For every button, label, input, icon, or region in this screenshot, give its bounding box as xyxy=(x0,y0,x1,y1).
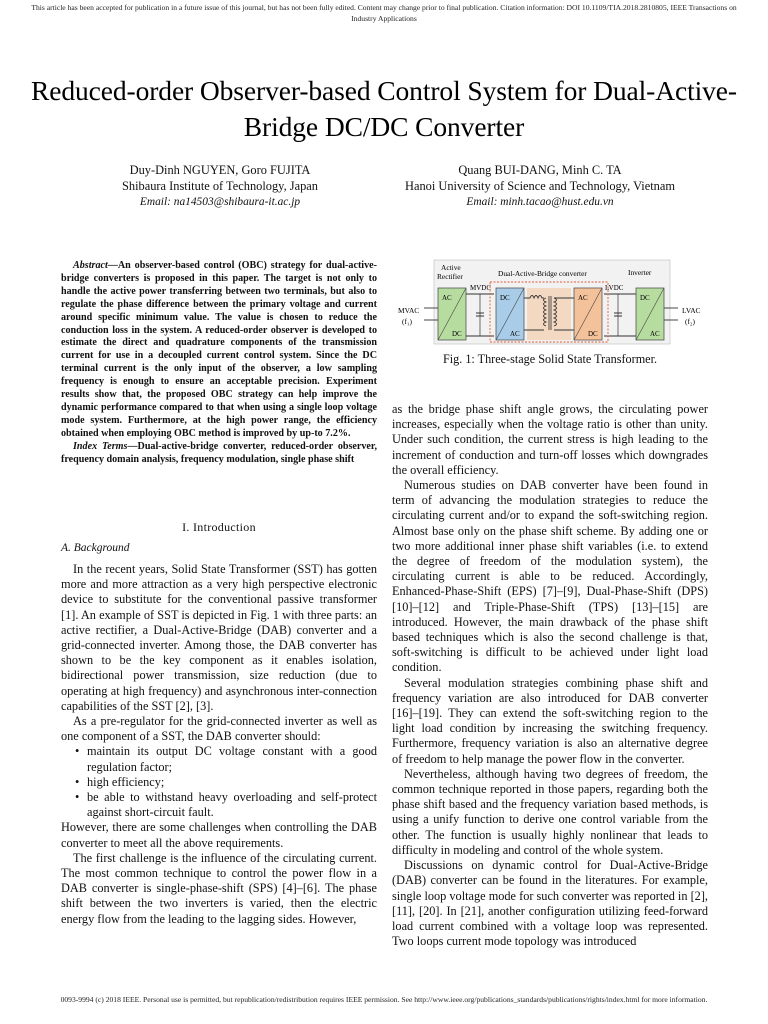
dab-rectifier-ac-label: AC xyxy=(578,294,588,302)
label-mvdc: MVDC xyxy=(470,284,492,292)
intro-paragraph-7: Several modulation strategies combining phase shift and frequency variation are also introduced for DAB converter [16]–[19]. They can extend the soft-switching region to the light load condition by increasing the switching frequency. Furthermore, frequency variation is also an alternative degree of freedom to help manage the power flow in the converter. xyxy=(392,675,708,766)
introduction-left xyxy=(61,519,377,927)
index-terms-text: —Dual-active-bridge converter, reduced-order observer, frequency domain analysis, frequency modulation, single phase shift xyxy=(61,440,377,465)
label-lvac: LVAC xyxy=(682,306,701,315)
paper-title: Reduced-order Observer-based Control System for Dual-Active-Bridge DC/DC Converter xyxy=(31,75,737,142)
inverter-ac-label: AC xyxy=(650,330,660,338)
abstract-label: Abstract xyxy=(73,260,108,271)
sst-diagram-svg xyxy=(394,258,708,346)
dab-inverter-ac-label: AC xyxy=(510,330,520,338)
abstract xyxy=(61,260,377,467)
author-affiliation-1: Shibaura Institute of Technology, Japan xyxy=(122,179,318,193)
figure-sst-diagram xyxy=(394,258,708,346)
index-terms-paragraph xyxy=(61,441,377,467)
rectifier-dc-label: DC xyxy=(452,330,462,338)
author-names-2: Quang BUI-DANG, Minh C. TA xyxy=(458,163,622,177)
header-notice: This article has been accepted for publication in a future issue of this journal, but has not been fully edited. Content may change prior to final publication. Citation information: DOI 10.1109/TIA.2018.2810805, IEEE Transactions on Industry Applications xyxy=(31,3,737,23)
author-block-2 xyxy=(360,162,720,210)
requirements-list xyxy=(61,744,377,820)
intro-paragraph-8: Nevertheless, although having two degrees of freedom, the common technique reported in those papers, regarding both the phase shift based and the frequency variation based methods, is using a unify function to derive one control variable from the other. The function is usually highly nonlinear that leads to difficulty in modeling and control of the whole system. xyxy=(392,766,708,857)
index-terms-label: Index Terms xyxy=(73,440,128,452)
intro-paragraph-2: As a pre-regulator for the grid-connected inverter as well as one component of a SST, the DAB converter should: xyxy=(61,714,377,744)
author-block-1 xyxy=(60,162,380,210)
introduction-right xyxy=(392,402,708,949)
label-mvac-freq: (f₁) xyxy=(402,317,412,326)
label-active-rectifier-2: Rectifier xyxy=(437,272,463,281)
dab-inverter-dc-label: DC xyxy=(500,294,510,302)
copyright-footer: 0093-9994 (c) 2018 IEEE. Personal use is permitted, but republication/redistribution requires IEEE permission. See http://www.ieee.org/publications_standards/publications/rights/index.html for more information. xyxy=(60,995,708,1004)
intro-paragraph-6: Numerous studies on DAB converter have been found in term of advancing the modulation strategies to reduce the circulating current and/or to expand the soft-switching region. Almost base only on the phase shift scheme. By adding one or two more additional inner phase shift variables (i.e. to extend the degree of freedom of the modulation system), the circulating current is able to be reduced. Accordingly, Enhanced-Phase-Shift (EPS) [7]–[9], Dual-Phase-Shift (DPS) [10]–[12] and Triple-Phase-Shift (TPS) [13]–[15] are introduced. However, the main drawback of the phase shift based techniques which is also the second challenge is that, soft-switching is difficult to be achieved under light load condition. xyxy=(392,478,708,675)
list-item: • high efficiency; xyxy=(87,775,377,790)
inverter-dc-label: DC xyxy=(640,294,650,302)
author-names-1: Duy-Dinh NGUYEN, Goro FUJITA xyxy=(129,163,311,177)
section-heading: I. Introduction xyxy=(182,520,256,534)
list-item: • be able to withstand heavy overloading and self-protect against short-circuit fault. xyxy=(87,790,377,820)
figure-caption: Fig. 1: Three-stage Solid State Transformer. xyxy=(442,352,658,366)
intro-paragraph-5: as the bridge phase shift angle grows, the circulating power increases, especially when the voltage ratio is other than unity. Under such condition, the current stress is high leading to the increment of conduction and turn-off losses which downgrades the overall efficiency. xyxy=(392,402,708,477)
intro-paragraph-1: In the recent years, Solid State Transformer (SST) has gotten more and more attraction as a very high perspective electronic device to substitute for the conventional passive transformer [1]. An example of SST is depicted in Fig. 1 with three parts: an active rectifier, a Dual-Active-Bridge (DAB) converter and a grid-connected inverter. Among those, the DAB converter has shown to be the key component as it enables isolation, bidirectional power transmission, size reduction (due to operating at high frequency) and asynchronous inter-connection capabilities of the SST [2], [3]. xyxy=(61,562,377,713)
author-email-2: Email: minh.tacao@hust.edu.vn xyxy=(466,196,614,208)
label-lvac-freq: (f₂) xyxy=(685,317,695,326)
abstract-paragraph xyxy=(61,260,377,441)
abstract-text: —An observer-based control (OBC) strategy for dual-active-bridge converters is proposed in this paper. The target is not only to handle the active power transferring between two terminals, but also to regulate the phase difference between the primary voltage and current around specific minimum value. The value is chosen to reduce the conduction loss in the system. A reduced-order observer is developed to estimate the direct and quadrature components of the transmission current for use in a decoupled current control system. Since the DC terminal current is the only input of the observer, a low sampling frequency is enough to ensure an acceptable precision. Experiment results show that, the proposed OBC strategy can help improve the dynamic performance compared to that when using a single loop voltage mode system. Furthermore, at the high power range, the efficiency obtained when employing OBC method is improved by up-to 7.2%. xyxy=(61,260,377,439)
label-lvdc: LVDC xyxy=(605,284,624,292)
intro-paragraph-3: However, there are some challenges when controlling the DAB converter to meet all the above requirements. xyxy=(61,820,377,850)
dab-rectifier-dc-label: DC xyxy=(588,330,598,338)
label-mvac: MVAC xyxy=(398,306,420,315)
intro-paragraph-4: The first challenge is the influence of the circulating current. The most common technique to control the power flow in a DAB converter is single-phase-shift (SPS) [4]–[6]. The phase shift between the two inverters is varied, then the electric energy flow from the leading to the lagging sides. However, xyxy=(61,850,377,926)
intro-paragraph-9: Discussions on dynamic control for Dual-Active-Bridge (DAB) converter can be found in the literatures. For example, single loop voltage mode for such converter was reported in [2], [11], [20]. In [21], another configuration utilizing feed-forward load current combined with a voltage loop was represented. Two loops current mode topology was introduced xyxy=(392,858,708,949)
subsection-heading: A. Background xyxy=(61,542,130,554)
author-affiliation-2: Hanoi University of Science and Technology, Vietnam xyxy=(405,179,675,193)
label-inverter: Inverter xyxy=(628,268,652,277)
rectifier-ac-label: AC xyxy=(442,294,452,302)
list-item: • maintain its output DC voltage constant with a good regulation factor; xyxy=(87,744,377,774)
label-active-rectifier-1: Active xyxy=(441,263,461,272)
label-dab-converter: Dual-Active-Bridge converter xyxy=(498,269,587,278)
author-email-1: Email: na14503@shibaura-it.ac.jp xyxy=(139,196,301,208)
